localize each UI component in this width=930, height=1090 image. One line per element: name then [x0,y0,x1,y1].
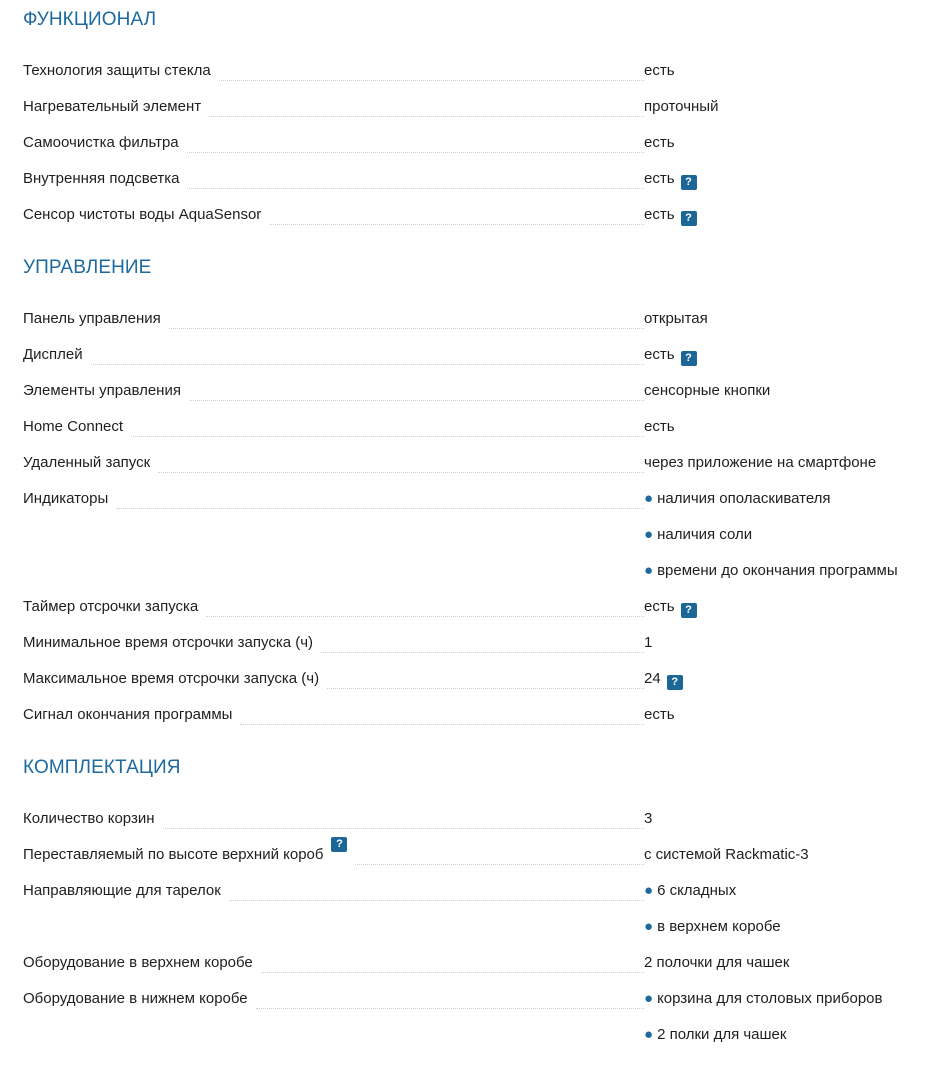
spec-value [644,945,923,981]
spec-values [644,801,923,837]
spec-values [644,589,923,625]
spec-value [644,909,923,945]
help-icon[interactable]: ? [667,675,683,690]
spec-section [23,756,923,1053]
help-icon[interactable]: ? [681,603,697,618]
spec-name [23,697,644,733]
spec-values [644,697,923,733]
specifications-panel [23,0,923,1076]
spec-row [23,161,923,197]
dotted-leader [240,697,644,725]
section-title: УПРАВЛЕНИЕ [23,257,152,278]
spec-value [644,53,923,89]
dotted-leader [169,301,644,329]
spec-values [644,873,923,945]
spec-name-label: Технология защиты стекла [23,62,211,79]
spec-value-text: есть [644,346,675,363]
bullet-icon: ● [644,1026,654,1043]
dotted-leader [209,89,644,117]
spec-name-label: Дисплей [23,346,83,363]
dotted-leader [355,837,644,865]
spec-name [23,481,644,517]
spec-row [23,301,923,337]
spec-value [644,661,923,697]
spec-name [23,125,644,161]
spec-row [23,837,923,873]
spec-value [644,373,923,409]
spec-values [644,373,923,409]
spec-value-text: открытая [644,310,708,327]
spec-row [23,625,923,661]
dotted-leader [321,625,644,653]
spec-name [23,873,644,909]
spec-name [23,801,644,837]
spec-name [23,89,644,125]
spec-name-label: Сенсор чистоты воды AquaSensor [23,206,262,223]
spec-name-label: Самоочистка фильтра [23,134,179,151]
spec-value [644,837,923,873]
spec-value-text: 6 складных [657,882,737,899]
spec-name [23,373,644,409]
spec-values [644,945,923,981]
dotted-leader [269,197,644,225]
bullet-icon: ● [644,526,654,543]
spec-values [644,409,923,445]
spec-row [23,697,923,733]
spec-value [644,337,923,373]
spec-name-label: Переставляемый по высоте верхний короб [23,846,324,863]
spec-name-label: Максимальное время отсрочки запуска (ч) [23,670,320,687]
spec-value-text: 2 полочки для чашек [644,954,790,971]
spec-value-text: 1 [644,634,653,651]
dotted-leader [261,945,644,973]
spec-values [644,197,923,233]
spec-value [644,89,923,125]
spec-value [644,801,923,837]
spec-row [23,981,923,1053]
spec-row [23,373,923,409]
spec-row [23,409,923,445]
spec-value-text: проточный [644,98,719,115]
spec-values [644,89,923,125]
spec-name [23,53,644,89]
spec-value [644,161,923,197]
spec-value [644,625,923,661]
spec-value-text: 3 [644,810,653,827]
dotted-leader [91,337,644,365]
spec-value [644,981,923,1017]
spec-name-label: Направляющие для тарелок [23,882,221,899]
spec-value [644,1017,923,1053]
spec-value-text: есть [644,598,675,615]
spec-name-label: Количество корзин [23,810,155,827]
spec-values [644,337,923,373]
spec-values [644,481,923,589]
spec-name-label: Элементы управления [23,382,181,399]
spec-value [644,589,923,625]
spec-value [644,873,923,909]
section-title: КОМПЛЕКТАЦИЯ [23,757,181,778]
spec-name-label: Минимальное время отсрочки запуска (ч) [23,634,314,651]
section-title: ФУНКЦИОНАЛ [23,9,157,30]
spec-value [644,197,923,233]
dotted-leader [327,661,644,689]
help-icon[interactable]: ? [681,351,697,366]
spec-name [23,337,644,373]
dotted-leader [116,481,644,509]
spec-row [23,873,923,945]
dotted-leader [158,445,644,473]
spec-value-text: есть [644,134,675,151]
help-icon[interactable]: ? [681,175,697,190]
spec-row [23,589,923,625]
spec-value-text: через приложение на смартфоне [644,454,877,471]
dotted-leader [163,801,644,829]
spec-values [644,661,923,697]
spec-value-text: наличия ополаскивателя [657,490,831,507]
spec-value-text: 24 [644,670,661,687]
spec-name [23,625,644,661]
spec-value-text: есть [644,62,675,79]
spec-value [644,301,923,337]
bullet-icon: ● [644,990,654,1007]
spec-values [644,125,923,161]
spec-name [23,981,644,1017]
spec-value-text: есть [644,206,675,223]
spec-name [23,409,644,445]
spec-value-text: времени до окончания программы [657,562,898,579]
spec-name-label: Home Connect [23,418,124,435]
spec-name [23,589,644,625]
spec-rows [23,301,923,733]
spec-row [23,945,923,981]
spec-values [644,301,923,337]
bullet-icon: ● [644,562,654,579]
spec-values [644,837,923,873]
spec-name [23,445,644,481]
bullet-icon: ● [644,882,654,899]
spec-values [644,161,923,197]
spec-row [23,481,923,589]
spec-value-text: есть [644,706,675,723]
spec-name [23,837,644,873]
spec-values [644,445,923,481]
spec-section [23,0,923,233]
spec-value-text: сенсорные кнопки [644,382,771,399]
spec-value-text: есть [644,170,675,187]
spec-values [644,53,923,89]
spec-section [23,256,923,733]
spec-value [644,445,923,481]
spec-value [644,553,923,589]
dotted-leader [131,409,644,437]
bullet-icon: ● [644,490,654,507]
spec-name-label: Оборудование в нижнем коробе [23,990,248,1007]
spec-name-label: Нагревательный элемент [23,98,202,115]
spec-name-label: Сигнал окончания программы [23,706,233,723]
spec-value-text: есть [644,418,675,435]
dotted-leader [187,161,644,189]
spec-name-label: Внутренняя подсветка [23,170,180,187]
spec-rows [23,53,923,233]
spec-name-label: Таймер отсрочки запуска [23,598,199,615]
spec-rows [23,801,923,1053]
help-icon[interactable]: ? [681,211,697,226]
spec-row [23,445,923,481]
spec-value-text: в верхнем коробе [657,918,781,935]
bullet-icon: ● [644,918,654,935]
spec-row [23,197,923,233]
spec-value-text: 2 полки для чашек [657,1026,787,1043]
spec-name [23,945,644,981]
spec-name [23,661,644,697]
spec-row [23,661,923,697]
spec-name-label: Оборудование в верхнем коробе [23,954,253,971]
spec-value-text: наличия соли [657,526,753,543]
spec-row [23,337,923,373]
spec-value [644,697,923,733]
spec-name-label: Панель управления [23,310,161,327]
dotted-leader [229,873,644,901]
spec-name [23,161,644,197]
spec-row [23,125,923,161]
spec-name [23,197,644,233]
spec-value-text: корзина для столовых приборов [657,990,883,1007]
dotted-leader [206,589,644,617]
dotted-leader [189,373,644,401]
spec-values [644,981,923,1053]
dotted-leader [256,981,644,1009]
spec-value [644,125,923,161]
spec-value [644,481,923,517]
spec-row [23,53,923,89]
spec-name-label: Удаленный запуск [23,454,151,471]
spec-values [644,625,923,661]
spec-row [23,89,923,125]
spec-value [644,409,923,445]
spec-value [644,517,923,553]
dotted-leader [219,53,644,81]
spec-name-label: Индикаторы [23,490,109,507]
spec-value-text: с системой Rackmatic-3 [644,846,809,863]
help-icon[interactable]: ? [331,837,347,852]
dotted-leader [187,125,644,153]
spec-name [23,301,644,337]
spec-row [23,801,923,837]
